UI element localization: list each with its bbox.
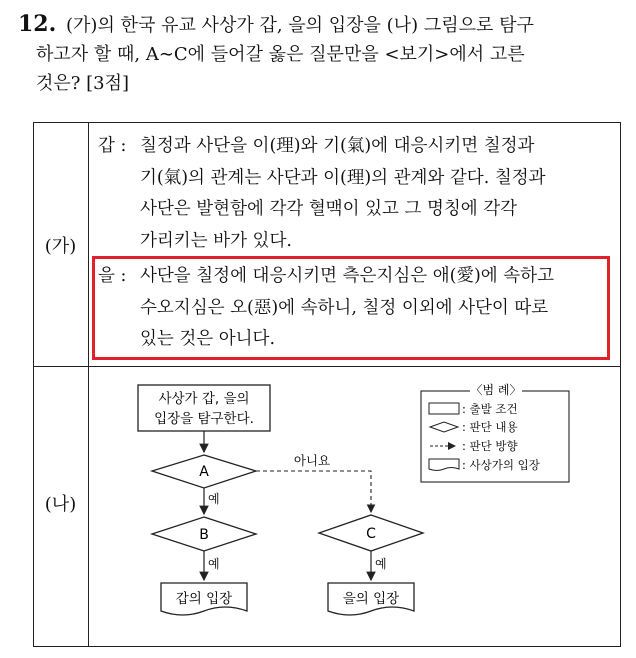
result-eul-text: 을의 입장 [342, 591, 400, 607]
start-text-1: 사상가 갑, 을의 [158, 391, 250, 407]
eul-line-1: 사단을 칠정에 대응시키면 측은지심은 애(愛)에 속하고 [140, 266, 554, 286]
yes-label-3: 예 [375, 557, 387, 571]
legend-title: 〈범 례〉 [470, 383, 522, 397]
legend-item-3: : 판단 방향 [462, 439, 518, 453]
question-text-1: (가)의 한국 유교 사상가 갑, 을의 입장을 (나) 그림으로 탐구 [66, 15, 534, 36]
gap-line-2: 기(氣)의 관계는 사단과 이(理)의 관계와 같다. 칠정과 [140, 167, 546, 188]
question-number: 12. [18, 11, 57, 37]
node-c-label: C [366, 526, 376, 542]
gap-line-4: 가리키는 바가 있다. [140, 230, 292, 251]
eul-line-3: 있는 것은 아니다. [140, 329, 276, 349]
gap-line-3: 사단은 발현함에 각각 혈맥이 있고 그 명칭에 각각 [140, 199, 518, 219]
result-gap-text: 갑의 입장 [175, 591, 233, 607]
yes-label-2: 예 [208, 557, 220, 571]
node-b-label: B [199, 527, 209, 543]
section-label-ga: (가) [44, 236, 77, 257]
no-label: 아니요 [293, 453, 331, 468]
speaker-gap-name: 갑 : [98, 136, 127, 156]
speaker-eul-name: 을 : [98, 266, 127, 286]
node-a-label: A [199, 464, 209, 480]
section-label-na: (나) [44, 494, 77, 515]
legend-start-icon [429, 403, 459, 414]
legend-item-2: : 판단 내용 [462, 420, 518, 434]
question-line-3: 것은? [3점] [36, 73, 130, 94]
eul-line-2: 수오지심은 오(惡)에 속하니, 칠정 이외에 사단이 따로 [140, 297, 549, 318]
legend-item-1: : 출발 조건 [462, 402, 518, 416]
yes-label-1: 예 [208, 492, 220, 506]
arrow-a-no [256, 471, 371, 512]
gap-line-1: 칠정과 사단을 이(理)와 기(氣)에 대응시키면 칠정과 [140, 136, 535, 156]
start-text-2: 입장을 탐구한다. [154, 411, 254, 427]
question-line-2: 하고자 할 때, A∼C에 들어갈 옳은 질문만을 <보기>에서 고른 [36, 44, 525, 65]
legend-item-4: : 사상가의 입장 [462, 458, 540, 472]
